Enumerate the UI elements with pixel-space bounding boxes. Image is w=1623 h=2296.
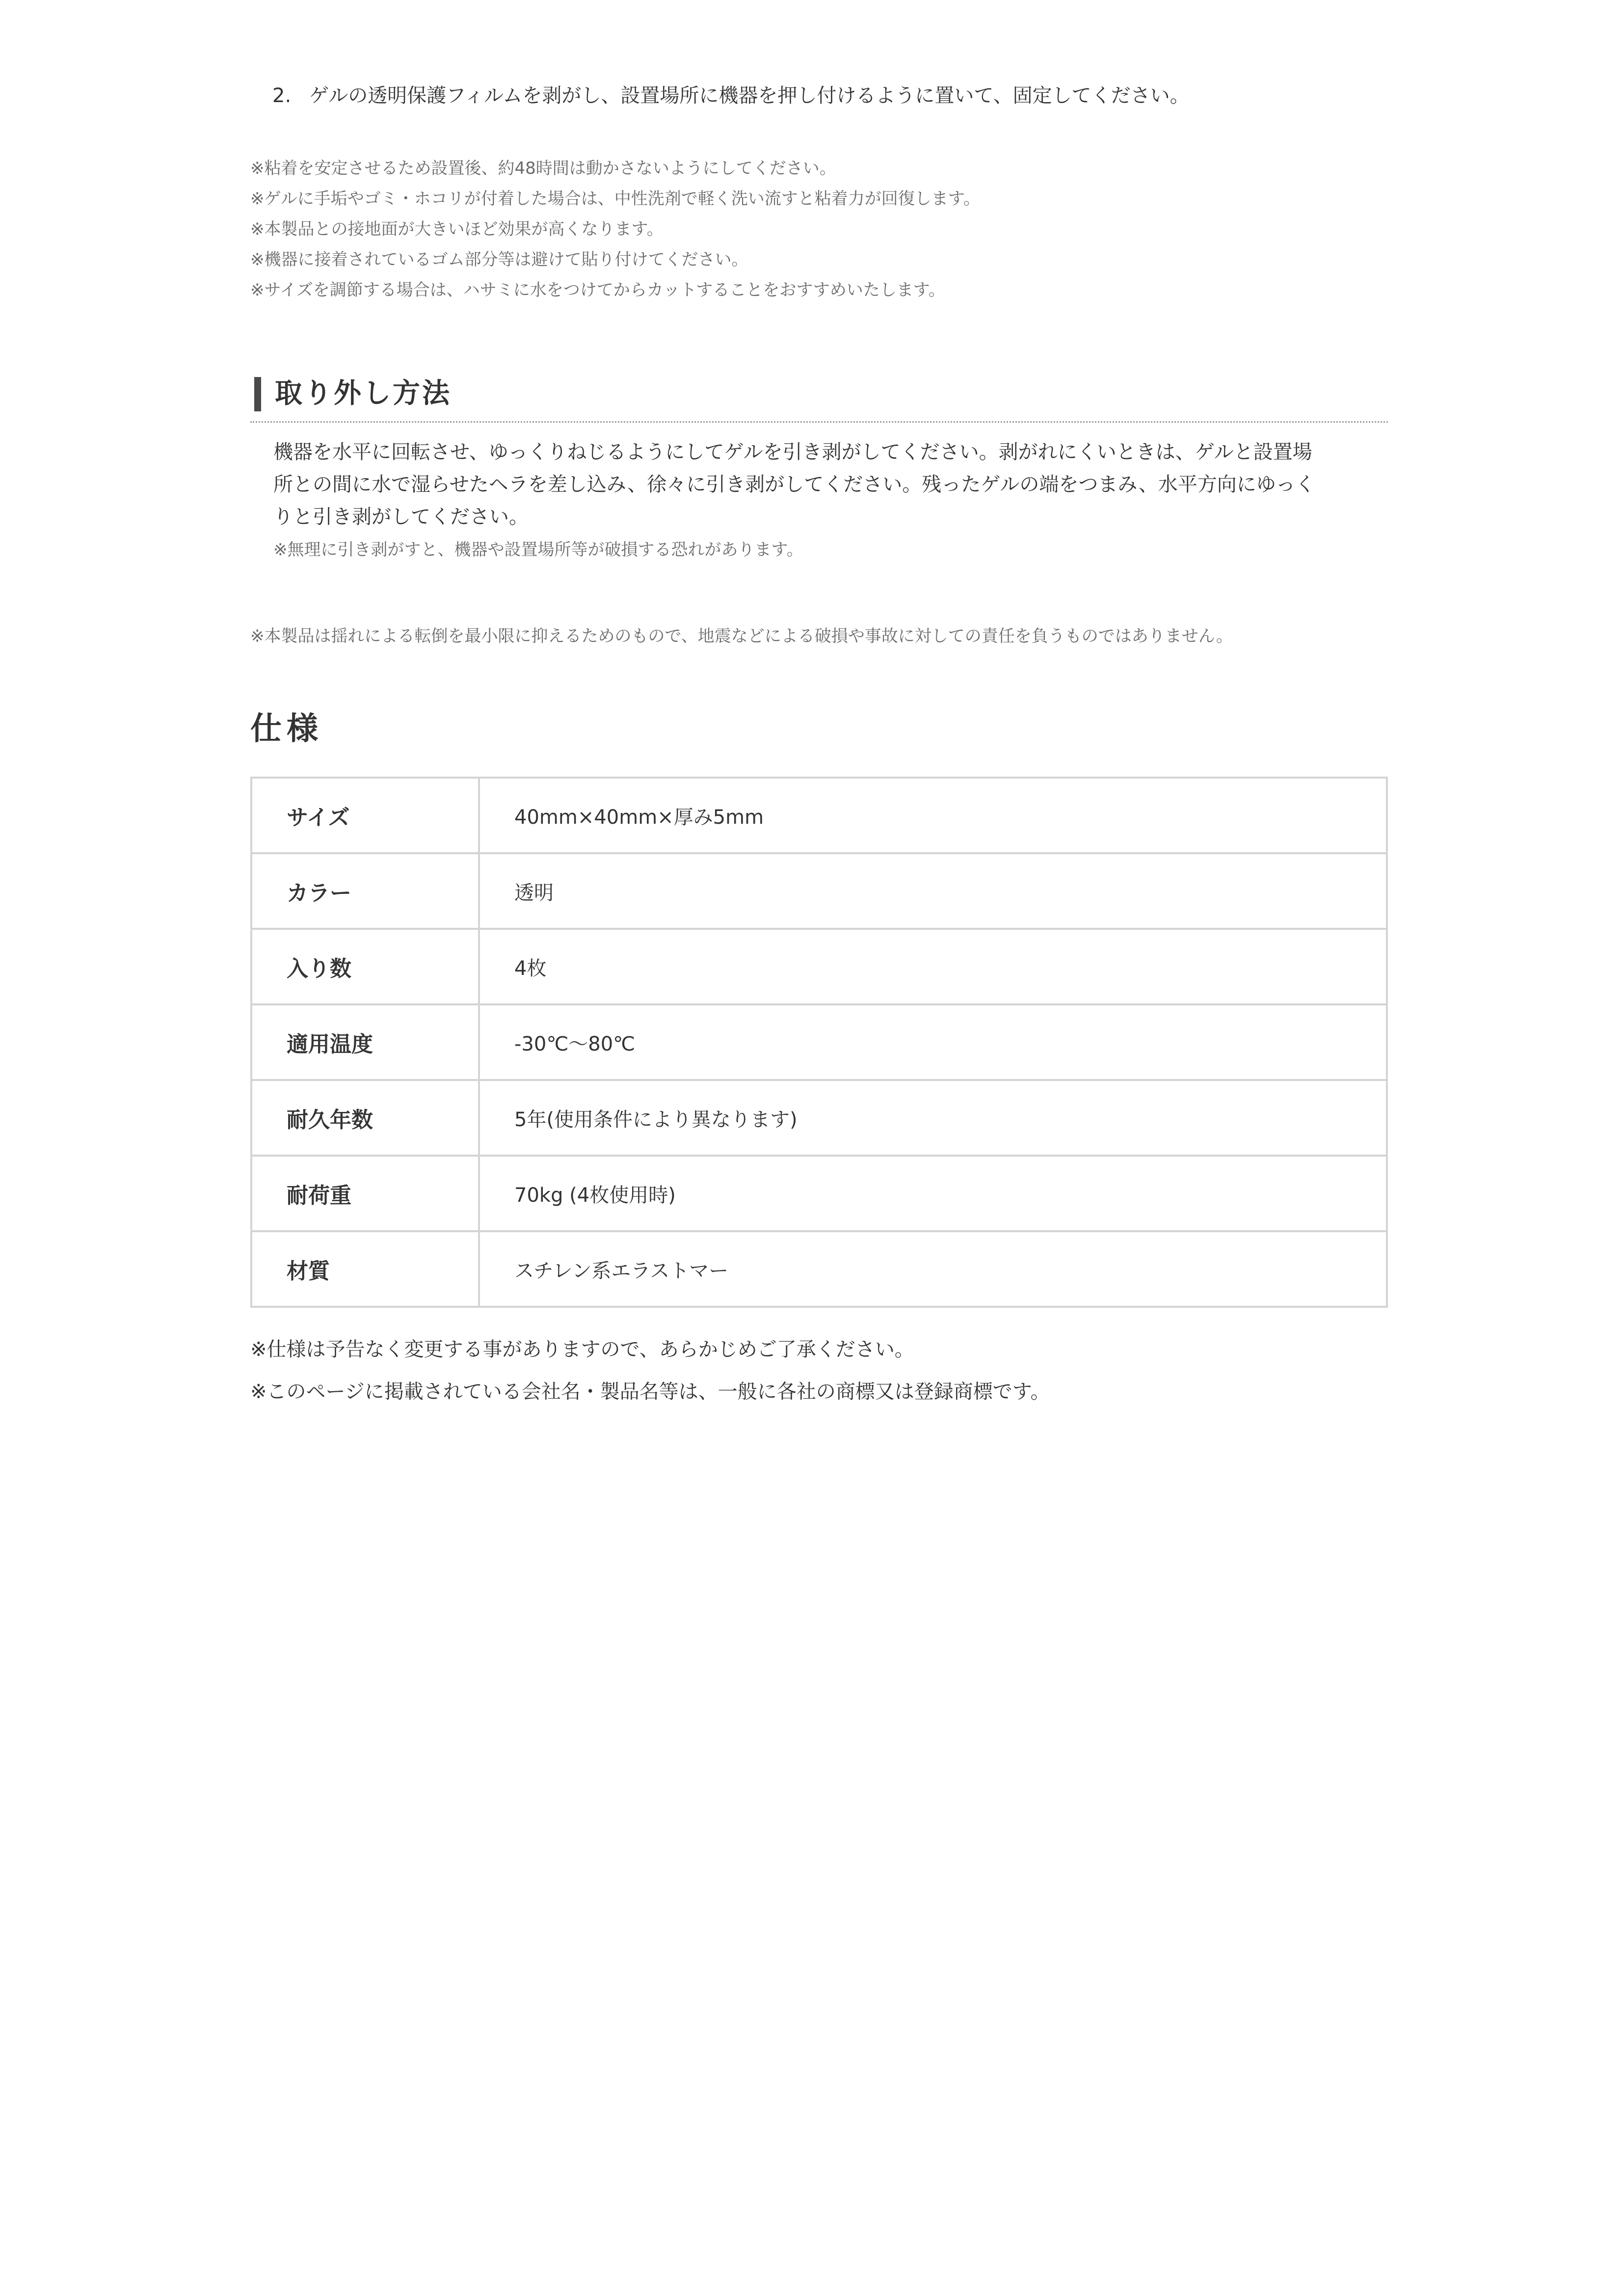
- table-row: [251, 1004, 1387, 1080]
- spec-label: 適用温度: [251, 1004, 479, 1080]
- install-note: ※ゲルに手垢やゴミ・ホコリが付着した場合は、中性洗剤で軽く洗い流すと粘着力が回復します。: [250, 189, 981, 209]
- table-row: [251, 1156, 1387, 1231]
- table-row: [251, 778, 1387, 853]
- spec-value: 40mm×40mm×厚み5mm: [479, 778, 1387, 853]
- spec-table: [250, 777, 1388, 1308]
- heading-accent-bar: [254, 377, 261, 411]
- spec-value: 透明: [479, 853, 1387, 929]
- spec-value: -30℃～80℃: [479, 1004, 1387, 1080]
- install-step-2: [272, 81, 1190, 110]
- install-note: ※機器に接着されているゴム部分等は避けて貼り付けてください。: [250, 250, 748, 270]
- spec-label: カラー: [251, 853, 479, 929]
- install-note: ※サイズを調節する場合は、ハサミに水をつけてからカットすることをおすすめいたします。: [250, 280, 946, 300]
- install-note: ※粘着を安定させるため設置後、約48時間は動かさないようにしてください。: [250, 159, 836, 178]
- install-note: ※本製品との接地面が大きいほど効果が高くなります。: [250, 219, 664, 239]
- removal-text-line: 所との間に水で湿らせたヘラを差し込み、徐々に引き剥がしてください。残ったゲルの端をつまみ、水平方向にゆっく: [273, 473, 1315, 496]
- footer-notes: [250, 1328, 1050, 1413]
- spec-label: 入り数: [251, 929, 479, 1004]
- spec-title: 仕様: [250, 711, 323, 747]
- spec-value: 4枚: [479, 929, 1387, 1004]
- table-row: [251, 853, 1387, 929]
- spec-label: 耐久年数: [251, 1080, 479, 1156]
- spec-value: 70kg (4枚使用時): [479, 1156, 1387, 1231]
- table-row: [251, 1231, 1387, 1307]
- removal-section-heading: [250, 372, 1388, 423]
- removal-text-line: 機器を水平に回転させ、ゆっくりねじるようにしてゲルを引き剥がしてください。剥がれにくいときは、ゲルと設置場: [273, 441, 1312, 463]
- table-row: [251, 1080, 1387, 1156]
- spec-label: 材質: [251, 1231, 479, 1307]
- spec-label: 耐荷重: [251, 1156, 479, 1231]
- install-notes: [250, 153, 980, 305]
- removal-note: ※無理に引き剥がすと、機器や設置場所等が破損する恐れがあります。: [273, 540, 803, 560]
- footer-note: ※仕様は予告なく変更する事がありますので、あらかじめご了承ください。: [250, 1338, 914, 1361]
- step-number: 2.: [272, 84, 292, 107]
- footer-note: ※このページに掲載されている会社名・製品名等は、一般に各社の商標又は登録商標です。: [250, 1380, 1050, 1403]
- spec-label: サイズ: [251, 778, 479, 853]
- step-text: ゲルの透明保護フィルムを剥がし、設置場所に機器を押し付けるように置いて、固定してください。: [309, 84, 1190, 107]
- removal-title: 取り外し方法: [275, 378, 452, 409]
- removal-instructions: [273, 436, 1383, 565]
- spec-value: スチレン系エラストマー: [479, 1231, 1387, 1307]
- table-row: [251, 929, 1387, 1004]
- spec-value: 5年(使用条件により異なります): [479, 1080, 1387, 1156]
- liability-disclaimer: ※本製品は揺れによる転倒を最小限に抑えるためのもので、地震などによる破損や事故に対しての責任を負うものではありません。: [250, 626, 1233, 646]
- removal-text-line: りと引き剥がしてください。: [273, 506, 529, 528]
